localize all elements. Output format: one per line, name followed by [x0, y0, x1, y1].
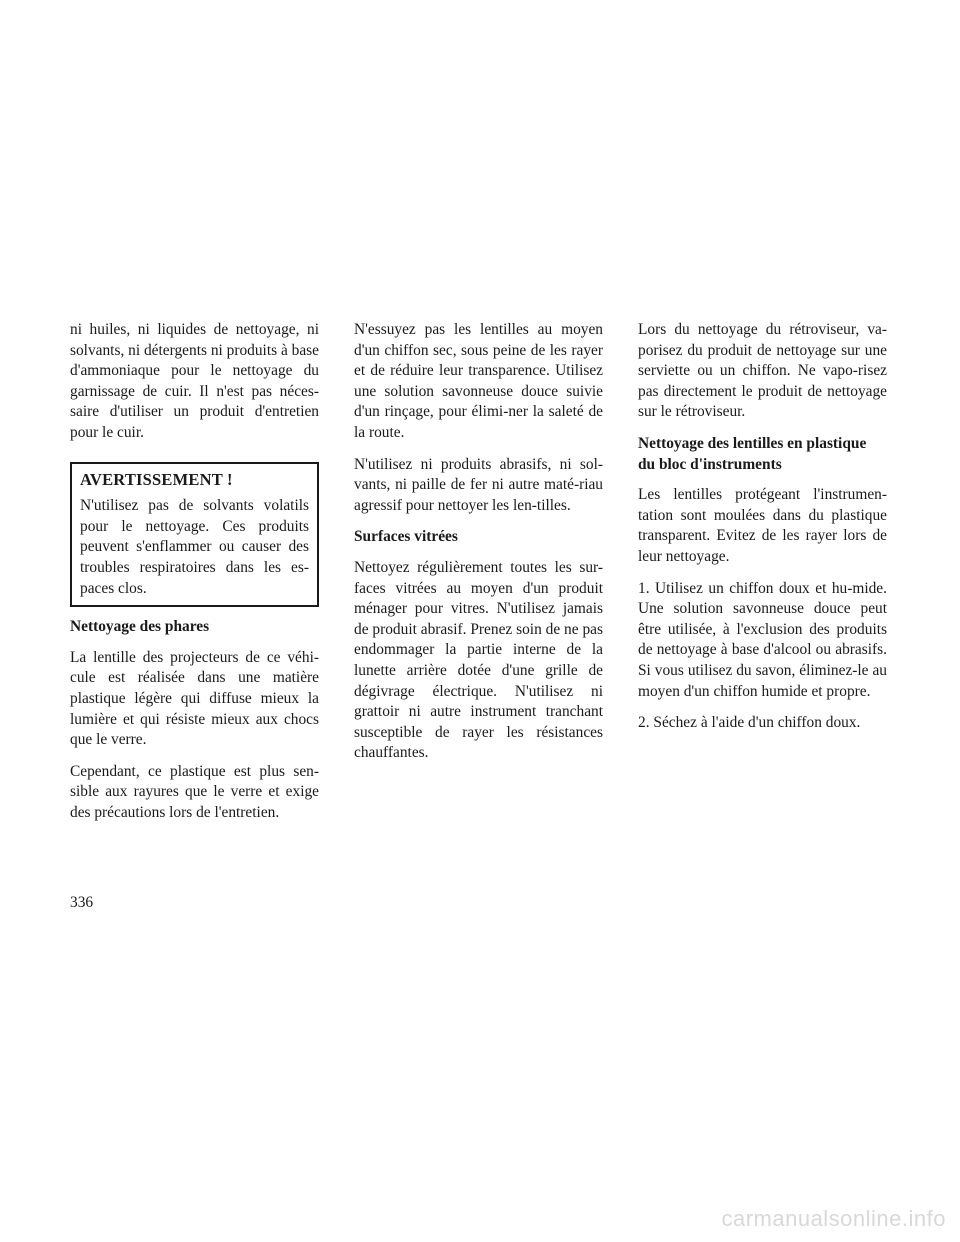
section-heading-glass: Surfaces vitrées	[354, 528, 458, 546]
paragraph: Nettoyez régulièrement toutes les sur-faces vitrées au moyen d'un produit ménager pour vitres. N'utilisez jamais de produit abrasif. Prenez soin de ne pas endommager la partie interne de la lunette arrière dotée d'une grille de dégivrage électrique. N'utilisez ni grattoir ni autre instrument tranchant susceptible de rayer les résistances chauffantes.	[354, 558, 603, 762]
step-1: 1. Utilisez un chiffon doux et hu-mide. Une solution savonneuse douce peut être utilisée, à l'exclusion des produits de nettoyage à base d'alcool ou abrasifs. Si vous utilisez du savon, éliminez-le au moyen d'un chiffon humide et propre.	[638, 579, 887, 700]
column-1	[70, 320, 319, 834]
paragraph: Cependant, ce plastique est plus sen-sible aux rayures que le verre et exige des précautions lors de l'entretien.	[70, 762, 319, 821]
paragraph: Lors du nettoyage du rétroviseur, va-porisez du produit de nettoyage sur une serviette ou un chiffon. Ne vapo-risez pas directement le produit de nettoyage sur le rétroviseur.	[638, 321, 887, 421]
paragraph: N'essuyez pas les lentilles au moyen d'un chiffon sec, sous peine de les rayer et de réduire leur transparence. Utilisez une solution savonneuse douce suivie d'un rinçage, pour élimi-ner la saleté de la route.	[354, 321, 603, 441]
paragraph: Les lentilles protégeant l'instrumen-tation sont moulées dans du plastique transparent. Evitez de les rayer lors de leur nettoyage.	[638, 486, 887, 565]
warning-title: AVERTISSEMENT !	[80, 469, 233, 489]
section-heading-instrument-lenses: Nettoyage des lentilles en plastique du bloc d'instruments	[638, 434, 867, 473]
warning-box	[70, 462, 319, 608]
warning-text: N'utilisez pas de solvants volatils pour le nettoyage. Ces produits peuvent s'enflammer ou causer des troubles respiratoires dans les es-paces clos.	[80, 497, 309, 597]
column-3	[638, 320, 887, 745]
section-heading-headlights: Nettoyage des phares	[70, 618, 210, 636]
watermark: carmanualsonline.info	[721, 1206, 946, 1231]
paragraph: N'utilisez ni produits abrasifs, ni sol-vants, ni paille de fer ni autre maté-riau agressif pour nettoyer les len-tilles.	[354, 455, 603, 514]
intro-paragraph: ni huiles, ni liquides de nettoyage, ni solvants, ni détergents ni produits à base d'ammoniaque pour le nettoyage du garnissage de cuir. Il n'est pas néces-saire d'utiliser un produit d'entretien pour le cuir.	[70, 321, 319, 441]
page-number: 336	[70, 894, 94, 911]
paragraph: La lentille des projecteurs de ce véhi-cule est réalisée dans une matière plastique légère qui diffuse mieux la lumière et qui résiste mieux aux chocs que le verre.	[70, 648, 319, 749]
column-2	[354, 320, 603, 775]
step-2: 2. Séchez à l'aide d'un chiffon doux.	[638, 714, 861, 732]
